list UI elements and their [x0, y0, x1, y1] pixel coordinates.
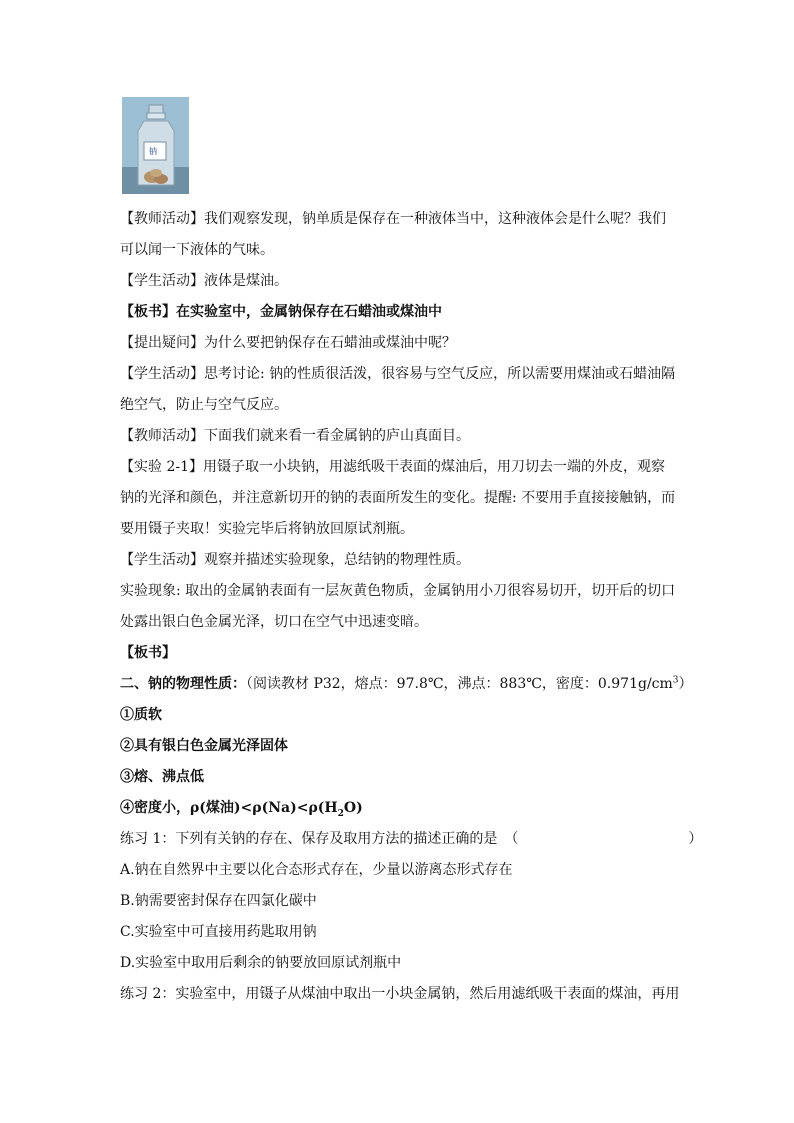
paragraph-physical-properties — [120, 669, 693, 700]
property-density — [120, 793, 678, 824]
paragraph-student-activity-1: 【学生活动】液体是煤油。 — [120, 273, 288, 289]
paragraph-question: 【提出疑问】为什么要把钠保存在石蜡油或煤油中呢？ — [120, 335, 456, 351]
exercise-1-option-a: A.钠在自然界中主要以化合态形式存在，少量以游离态形式存在 — [120, 862, 513, 878]
paragraph-teacher-activity-1: 【教师活动】我们观察发现，钠单质是保存在一种液体当中，这种液体会是什么呢？我们可以闻一下液体的气味。 — [120, 211, 666, 258]
density-text-end: ) — [356, 800, 363, 816]
exercise-1-close: ） — [688, 831, 703, 847]
paragraph-board-1: 【板书】在实验室中，金属钠保存在石蜡油或煤油中 — [120, 304, 442, 320]
density-subscript: 2 — [337, 808, 344, 819]
bottle-label-text: 钠 — [149, 147, 157, 156]
exercise-1-option-d: D.实验室中取用后剩余的钠要放回原试剂瓶中 — [120, 955, 402, 971]
property-soft: ①质软 — [120, 707, 162, 723]
paragraph-student-activity-3: 【学生活动】观察并描述实验现象，总结钠的物理性质。 — [120, 552, 470, 568]
unit-superscript: 3 — [672, 675, 679, 686]
section-heading: 二、钠的物理性质： — [120, 676, 246, 692]
paragraph-experiment: 【实验 2-1】用镊子取一小块钠，用滤纸吸干表面的煤油后，用刀切去一端的外皮，观察钠的光泽和颜色，并注意新切开的钠的表面所发生的变化。提醒: 不要用手直接接触钠，而要用镊子夹取！实验完毕后将钠放回原试剂瓶。 — [120, 459, 676, 537]
property-low-melting: ③熔、沸点低 — [120, 769, 204, 785]
paragraph-phenomenon: 实验现象: 取出的金属钠表面有一层灰黄色物质，金属钠用小刀很容易切开，切开后的切口处露出银白色金属光泽，切口在空气中迅速变暗。 — [120, 583, 676, 630]
density-text: ④密度小，ρ(煤油)<ρ(Na)<ρ(H — [120, 800, 338, 816]
exercise-1-stem — [120, 824, 703, 855]
property-luster: ②具有银白色金属光泽固体 — [120, 738, 288, 754]
exercise-1-option-c: C.实验室中可直接用药匙取用钠 — [120, 924, 317, 940]
exercise-1-text: 练习 1：下列有关钠的存在、保存及取用方法的描述正确的是 （ — [120, 831, 519, 847]
exercise-2-stem: 练习 2：实验室中，用镊子从煤油中取出一小块金属钠，然后用滤纸吸干表面的煤油，再用 — [120, 986, 680, 1002]
paragraph-board-2: 【板书】 — [120, 645, 176, 661]
paragraph-teacher-activity-2: 【教师活动】下面我们就来看一看金属钠的庐山真面目。 — [120, 428, 470, 444]
lesson-content — [120, 204, 703, 1010]
properties-note-end: ） — [678, 676, 693, 692]
paragraph-student-activity-2: 【学生活动】思考讨论: 钠的性质很活泼，很容易与空气反应，所以需要用煤油或石蜡油隔绝空气，防止与空气反应。 — [120, 366, 676, 413]
exercise-1-option-b: B.钠需要密封保存在四氯化碳中 — [120, 893, 317, 909]
sodium-bottle-image — [122, 97, 189, 194]
density-text-o: O — [343, 800, 357, 816]
properties-note: （阅读教材 P32，熔点：97.8℃，沸点：883℃，密度：0.971g/cm — [246, 676, 673, 692]
